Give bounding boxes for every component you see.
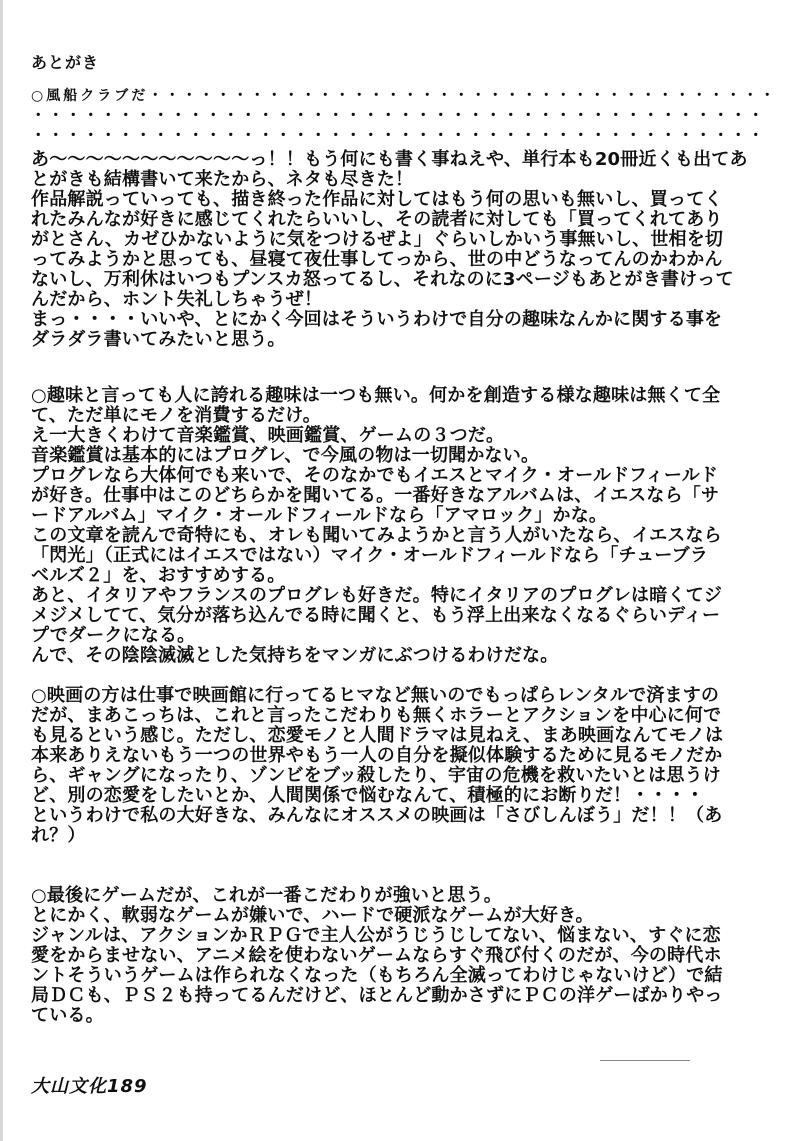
text-line: んだから、ホント失礼しちゃうぜ！	[31, 289, 323, 310]
divider	[600, 1060, 690, 1061]
text-line: ○趣味と言っても人に誇れる趣味は一つも無い。何かを創造する様な趣味は無くて全	[31, 385, 721, 406]
text-line: ジャンルは、アクションかＲＰＧで主人公がうじうじしてない、悩まない、すぐに恋	[31, 925, 721, 946]
text-line: 音楽鑑賞は基本的にはプログレ、で今風の物は一切聞かない。	[31, 445, 540, 466]
text-line: メジメしてて、気分が落ち込んでる時に聞くと、もう浮上出来なくなるぐらいディー	[31, 605, 721, 626]
text-line: 局ＤＣも、ＰＳ２も持ってるんだけど、ほとんど動かさずにＰＣの洋ゲーばかりやっ	[31, 985, 723, 1006]
text-line: んで、その陰陰滅滅とした気持ちをマンガにぶつけるわけだな。	[31, 645, 559, 666]
text-line: ○映画の方は仕事で映画館に行ってるヒマなど無いのでもっぱらレンタルで済ますの	[31, 685, 720, 706]
text-line: れ？）	[31, 825, 86, 846]
text-line: ないし、万利休はいつもプンスカ怒ってるし、それなのに3ページもあとがき書けって	[31, 269, 734, 290]
afterword-heading: あとがき	[31, 53, 100, 72]
text-line: ードアルバム」マイク・オールドフィールドなら「アマロック」かな。	[31, 505, 608, 526]
text-line: ら、ギャングになったり、ゾンビをブッ殺したり、宇宙の危機を救いたいとは思うけ	[31, 765, 721, 786]
text-line: 「閃光」（正式にはイエスではない）マイク・オールドフィールドなら「チューブラ	[31, 545, 709, 566]
text-line: が好き。仕事中はこのどちらかを聞いてる。一番好きなアルバムは、イエスなら「サ	[31, 485, 720, 506]
text-line: ・・・・・・・・・・・・・・・・・・・・・・・・・・・・・・・・・・・・・・・・・・	[31, 108, 766, 124]
text-line: この文章を読んで奇特にも、オレも聞いてみようかと言う人がいたなら、イエスなら	[31, 525, 722, 546]
text-line: がとさん、カゼひかないように気をつけるぜよ」ぐらいしかいう事無いし、世相を切	[31, 229, 724, 250]
movies-section	[31, 686, 783, 846]
text-line: ・・・・・・・・・・・・・・・・・・・・・・・・・・・・・・・・・・・・・・・・・・	[31, 128, 766, 144]
text-line: ントそういうゲームは作られなくなった（もちろん全滅ってわけじゃないけど）で結	[31, 965, 723, 986]
text-line: とがきも結構書いて来たから、ネタも尽きた！	[31, 169, 414, 190]
page-footer: 大山文化189	[31, 1076, 148, 1097]
text-line: というわけで私の大好きな、みんなにオススメの映画は「さびしんぼう」だ！！（あ	[31, 805, 723, 826]
text-line: ○最後にゲームだが、これが一番こだわりが強いと思う。	[31, 885, 502, 906]
music-section	[31, 386, 783, 666]
text-line: プでダークになる。	[31, 625, 196, 646]
text-line: 愛をからませない、アニメ絵を使わないゲームならすぐ飛び付くのだが、今の時代ホ	[31, 945, 722, 966]
text-line: ○風船クラブだ・・・・・・・・・・・・・・・・・・・・・・・・・・・・・・・・・・・・・	[31, 88, 778, 104]
text-line: まっ・・・・いいや、とにかく今回はそういうわけで自分の趣味なんかに関する事を	[31, 309, 723, 330]
text-line: ている。	[31, 1005, 104, 1026]
text-line: て、ただ単にモノを消費するだけ。	[31, 405, 321, 426]
text-line: れたみんなが好きに感じてくれたらいいし、その読者に対しても「買ってくれてあり	[31, 209, 723, 230]
text-line: え一大きくわけて音楽鑑賞、映画鑑賞、ゲームの３つだ。	[31, 425, 505, 446]
text-line: プログレなら大体何でも来いで、そのなかでもイエスとマイク・オールドフィールド	[31, 465, 719, 486]
text-line: あ〜〜〜〜〜〜〜〜〜〜〜っ！！もう何にも書く事ねえや、単行本も20冊近くも出てあ	[31, 149, 748, 170]
text-line: ベルズ２」を、おすすめする。	[31, 565, 286, 586]
text-line: ど、別の恋愛をしたいとか、人間関係で悩むなんて、積極的にお断りだ！・・・・	[31, 785, 705, 806]
text-line: だが、まあこっちは、これと言ったこだわりも無くホラーとアクションを中心に何で	[31, 705, 722, 726]
text-line: も見るという感じ。ただし、恋愛モノと人間ドラマは見ねえ、まあ映画なんてモノは	[31, 725, 724, 746]
text-line: とにかく、軟弱なゲームが嫌いで、ハードで硬派なゲームが大好き。	[31, 905, 594, 926]
text-line: 本来ありえないもう一つの世界やもう一人の自分を擬似体験するために見るモノだか	[31, 745, 723, 766]
games-section	[31, 886, 783, 1026]
intro-section	[31, 86, 783, 350]
text-line: ってみようかと思っても、昼寝て夜仕事してっから、世の中どうなってんのかわかん	[31, 249, 723, 270]
text-line: ダラダラ書いてみたいと思う。	[31, 329, 286, 350]
text-line: あと、イタリアやフランスのプログレも好きだ。特にイタリアのプログレは暗くてジ	[31, 585, 723, 606]
text-line: 作品解説っていっても、描き終った作品に対してはもう何の思いも無いし、買ってく	[31, 189, 723, 210]
page-edge-shadow	[0, 0, 3, 1141]
